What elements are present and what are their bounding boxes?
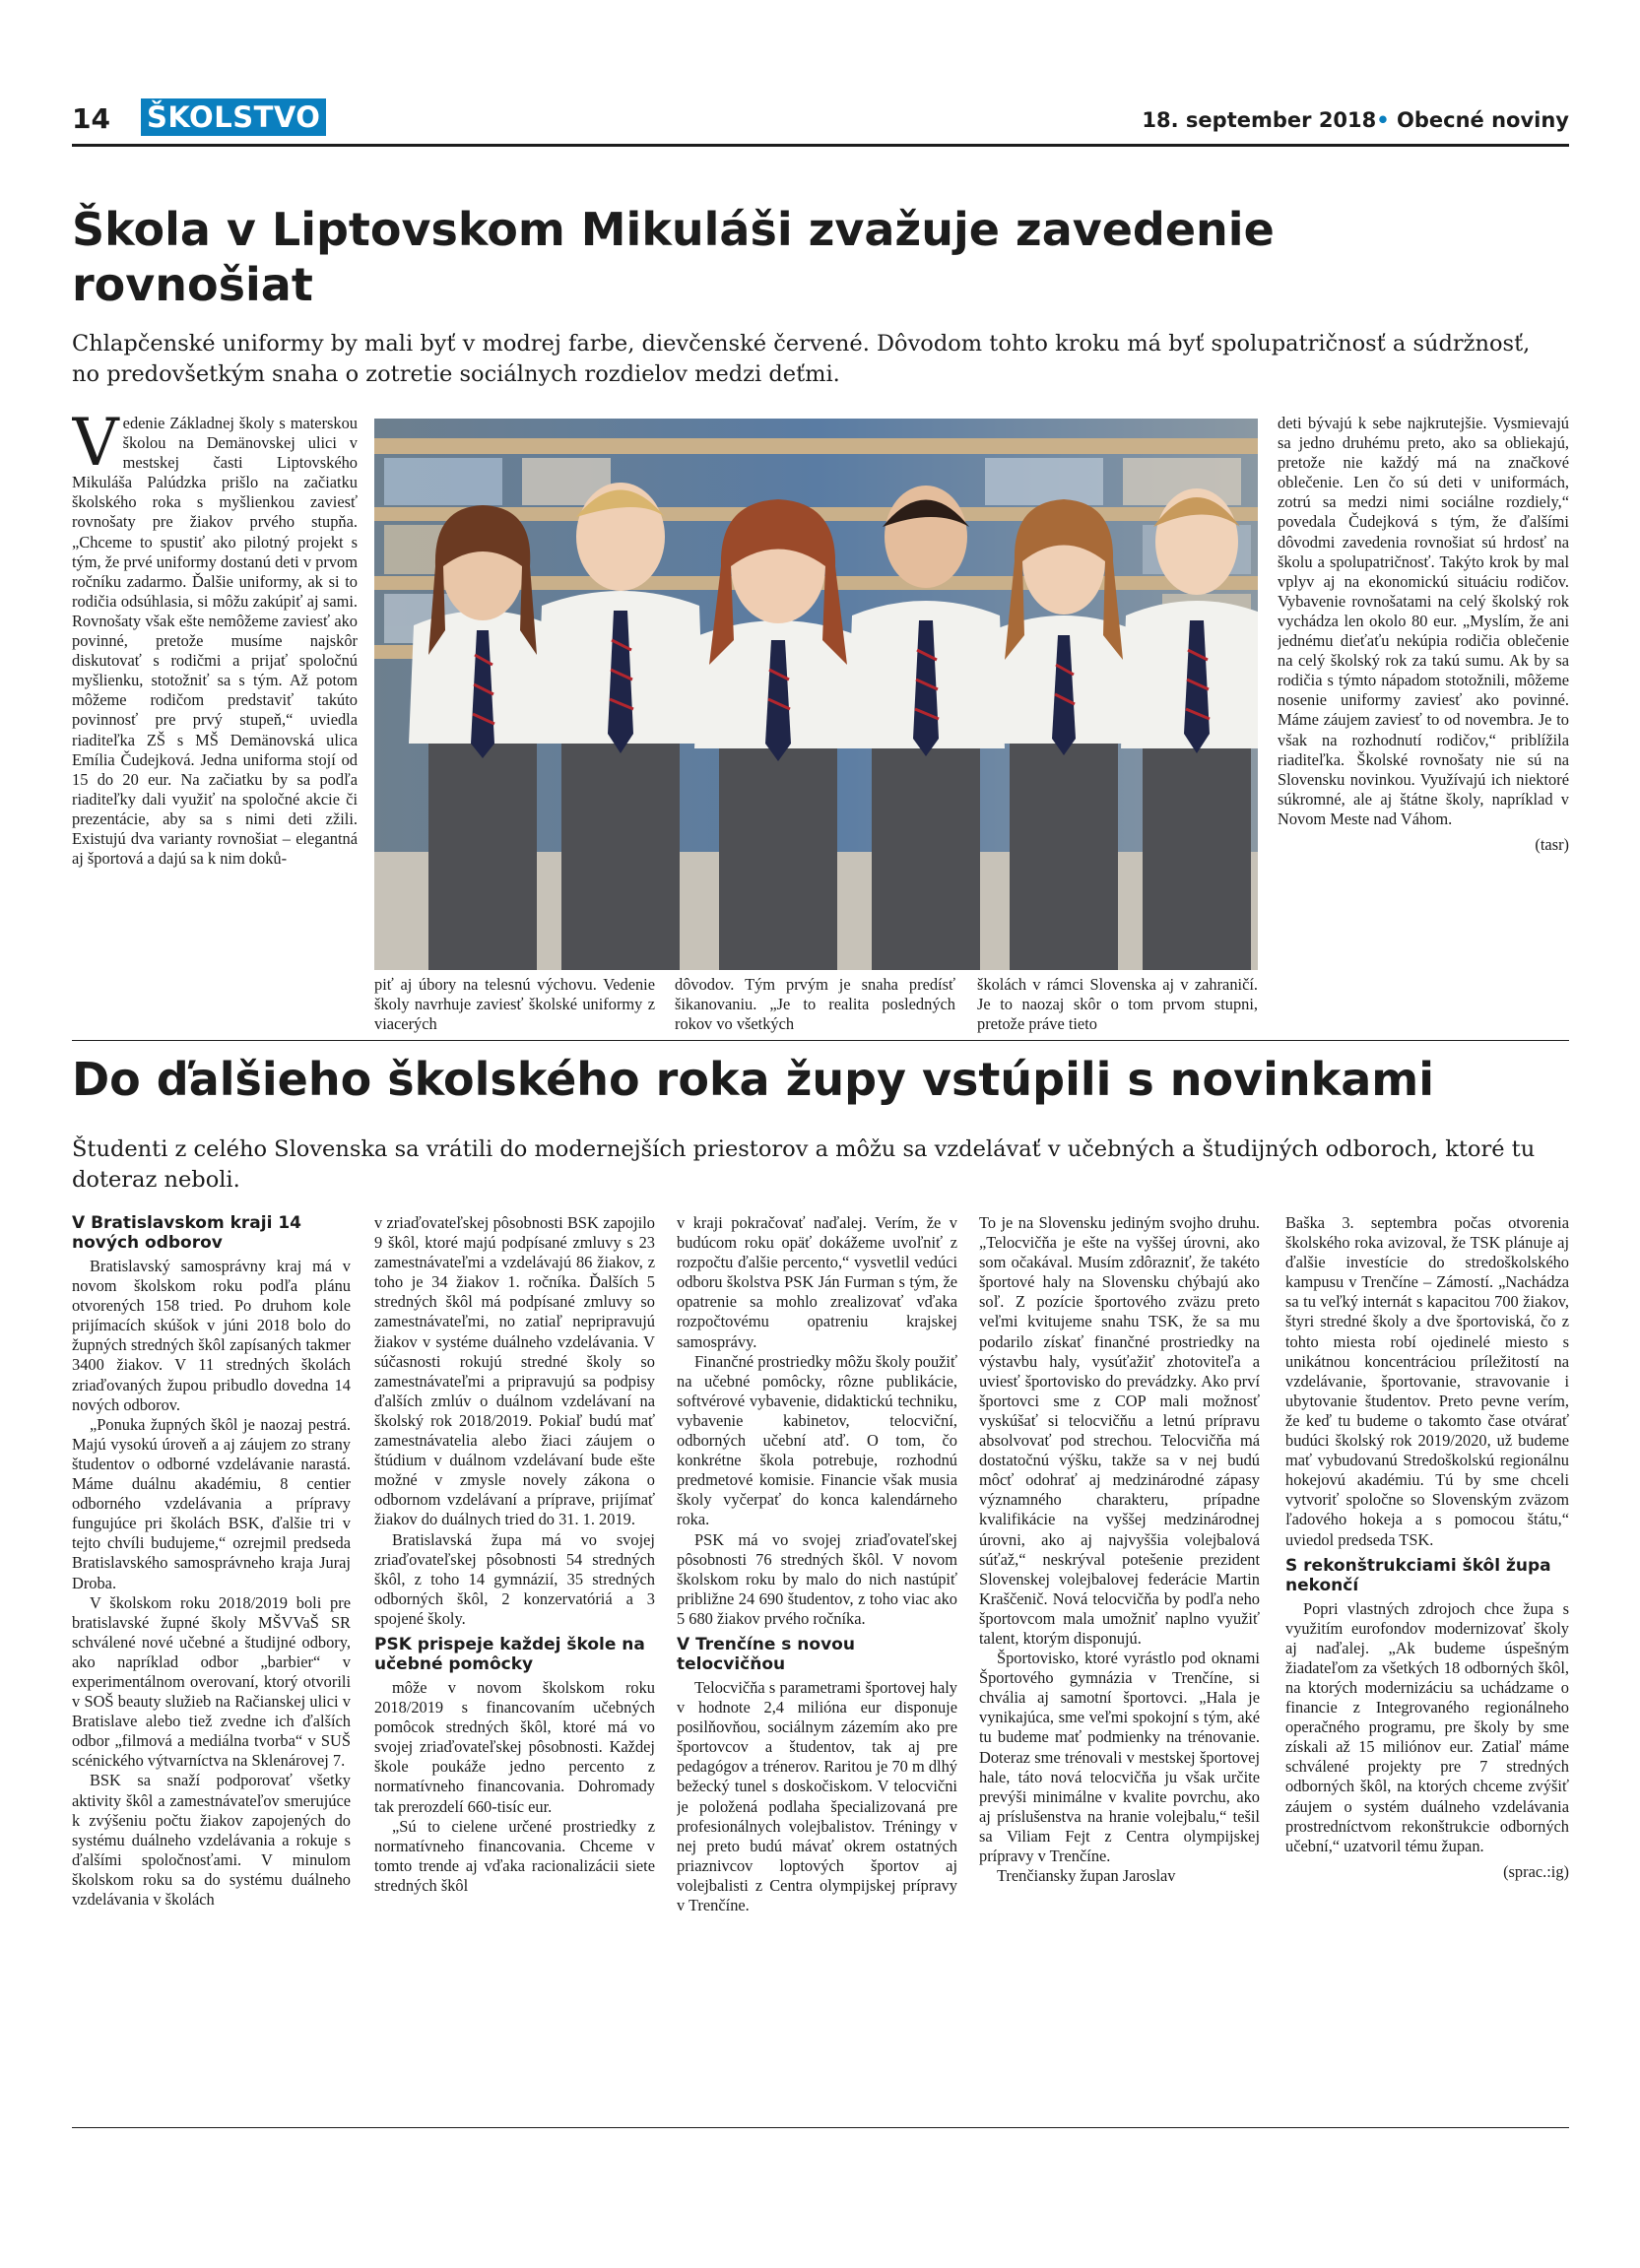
article2-c3p4: Telocvičňa s parametrami športovej haly v hodnote 2,4 milióna eur disponuje posilňovňou, sociálnym zázemím ako pre športovcov a študentov, tak aj pre pedagógov a trénerov. Raritou je 70 m dlhý bežecký tunel s doskočiskom. V telocvični je položená podlaha špecializovaná pre profesionálnych volejbalistov. Tréningy v nej preto budú mávať okrem ostatných priaznivcov loptových športov aj volejbalisti z Centra olympijskej prípravy v Trenčíne. (677, 1677, 957, 1914)
article2-c5p2: Popri vlastných zdrojoch chce župa s využitím eurofondov modernizovať školy aj naďalej. „Ak budeme úspešným žiadateľom za všetkých 18 odborných škôl, na ktorých modernizáciu sa uchádzame o financie z Integrovaného regionálneho operačného programu, pre školy by sme získali až 15 miliónov eur. Zatiaľ máme schválené projekty pre 7 stredných odborných škôl, na ktorých chceme zvýšiť záujem o systém duálneho vzdelávania prostredníctvom rekonštrukcie odborných učební,“ uzatvoril tému župan. (1285, 1598, 1569, 1855)
article2-c1p4: BSK sa snaží podporovať všetky aktivity škôl a zamestnávateľov smerujúce k zvýšeniu počtu žiakov zapojených do systému duálneho vzdelávania a rokuje s ďalšími spoločnosťami. V minulom školskom roku sa do systému duálneho vzdelávania v školách (72, 1771, 351, 1909)
article-divider (72, 1040, 1569, 1041)
section-tag: ŠKOLSTVO (141, 98, 326, 136)
article2-c2p2: Bratislavská župa má vo svojej zriaďovateľskej pôsobnosti 54 stredných škôl, z toho 14 gymnázií, 35 stredných odborných škôl, 2 konzervatóriá a 3 spojené školy. (374, 1529, 655, 1628)
article1-lead (72, 329, 1589, 390)
article2-c3p2: Finančné prostriedky môžu školy použiť na učebné pomôcky, rôzne publikácie, softvérové vybavenie, didaktickú techniku, vybavenie kabinetov, telocviční, odborných učební atď. O tom, čo konkrétne škola potrebuje, rozhodnú predmetové komisie. Financie však musia školy vyčerpať do konca kalendárneho roka. (677, 1351, 957, 1529)
article2-lead-line2: doteraz neboli. (72, 1167, 240, 1193)
school-uniforms-photo (374, 419, 1258, 970)
subheading-bratislava: V Bratislavskom kraji 14 nových odborov (72, 1213, 302, 1253)
article2-column4 (979, 1213, 1260, 2119)
article1-col4-text: školách v rámci Slovenska aj v zahraničí. Je to naozaj skôr o tom prvom stupni, pretože práve tieto (977, 975, 1258, 1034)
article2-column1 (72, 1213, 351, 2119)
article2-c4p2: Športovisko, ktoré vyrástlo pod oknami Športového gymnázia v Trenčíne, si chvália aj samotní športovci. „Hala je vynikajúca, sme veľmi spokojní s tým, aké tu budeme mať podmienky na trénovanie. Doteraz sme trénovali v mestskej športovej hale, táto nová telocvičňa ju však určite prevýši minimálne v kvalite povrchu, ako aj príslušenstva na hranie volejbalu,“ tešil sa Viliam Fejt z Centra olympijskej prípravy v Trenčíne. (979, 1649, 1260, 1865)
article2-lead-line1: Študenti z celého Slovenska sa vrátili do modernejších priestorov a môžu sa vzdelávať v učebných a študijných odboroch, ktoré tu (72, 1136, 1536, 1162)
article1-lead-line1: Chlapčenské uniformy by mali byť v modrej farbe, dievčenské červené. Dôvodom tohto kroku má byť spolupatričnosť a súdržnosť, (72, 331, 1531, 356)
article2-column5 (1285, 1213, 1569, 2119)
article1-column5 (1278, 414, 1569, 1034)
subheading-trencin: V Trenčíne s novou telocvičňou (677, 1634, 855, 1674)
article2-lead (72, 1134, 1589, 1196)
article2-c3p3: PSK má vo svojej zriaďovateľskej pôsobnosti 76 stredných škôl. V novom školskom roku by malo do nich nastúpiť približne 24 690 študentov, z toho viac ako 5 680 žiakov prvého ročníka. (677, 1529, 957, 1628)
article2-c2p3: môže v novom školskom roku 2018/2019 s financovaním učebných pomôcok stredných škôl, ktoré má vo svojej zriaďovateľskej pôsobnosti. Každej škole poukáže jedno percento z normatívneho financovania. Dohromady tak prerozdelí 660-tisíc eur. (374, 1677, 655, 1816)
article2-c2p4: „Sú to cielene určené prostriedky z normatívneho financovania. Chceme v tomto trende aj vďaka racionalizácii siete stredných škôl (374, 1816, 655, 1895)
separator-dot: • (1376, 108, 1390, 132)
article1-col5-text: deti bývajú k sebe najkrutejšie. Vysmievajú sa jedno druhému preto, ako sa obliekajú, pretože nie každý má na značkové oblečenie. Len čo sú deti v uniformách, zotrú sa medzi nimi sociálne rozdiely,“ povedala Čudejková s tým, že ďalšími dôvodmi zavedenia rovnošiat sú hrdosť na školu a spolupatričnosť. Takýto krok by mal vplyv aj na ekonomickú situáciu rodičov. Vybavenie rovnošatami na celý školský rok vychádza len okolo 80 eur. „Myslím, že ani jednému dieťaťu nekúpia rodičia oblečenie na celý školský rok za takú sumu. Ak by sa rodičia s týmto nápadom stotožnili, môžeme nosenie uniformy zaviesť ako povinné. Máme záujem zaviesť to od novembra. Je to však na rozhodnutí rodičov,“ priblížila riaditeľka. Školské rovnošaty nie sú na Slovensku novinkou. Využívajú ich niektoré súkromné, ale aj štátne školy, napríklad v Novom Meste nad Váhom. (1278, 414, 1569, 828)
article1-headline-line1: Škola v Liptovskom Mikuláši zvažuje zavedenie (72, 203, 1275, 256)
article2-c4p3: Trenčiansky župan Jaroslav (997, 1866, 1176, 1886)
article1-headline (72, 202, 1569, 312)
article2-headline: Do ďalšieho školského roka župy vstúpili s novinkami (72, 1053, 1434, 1106)
article2-c2p1: v zriaďovateľskej pôsobnosti BSK zapojilo 9 škôl, ktoré majú podpísané zmluvy s 23 zamestnávateľmi a vzdelávajú 86 žiakov, z toho je 34 žiakov 1. ročníka. Ďalších 5 stredných škôl má podpísané zmluvy so zamestnávateľmi, no zatiaľ nepripravujú žiakov v systéme duálneho vzdelávania. V súčasnosti rokujú stredné školy so zamestnávateľmi a pripravujú sa podpisy ďalších zmlúv o duálnom vzdelávaní na školský rok 2018/2019. Pokiaľ budú mať zamestnávatelia alebo žiaci záujem o štúdium v duálnom vzdelávaní bude ešte možné v zmysle novely zákona o odbornom vzdelávaní a príprave, prijímať žiakov do duálnych tried do 31. 1. 2019. (374, 1213, 655, 1529)
students-photo-illustration (374, 419, 1258, 970)
article2-column3 (677, 1213, 957, 2119)
article1-column3 (675, 975, 955, 1034)
article2-column2 (374, 1213, 655, 2119)
page-header (72, 98, 1569, 147)
dropcap: V (72, 414, 119, 481)
article1-column4 (977, 975, 1258, 1034)
article1-signature: (tasr) (1535, 834, 1569, 854)
subheading-psk: PSK prispeje každej škole na učebné pomôcky (374, 1634, 645, 1674)
article2-c4p1: To je na Slovensku jediným svojho druhu. „Telocvičňa je ešte na vyššej úrovni, ako som očakával. Musím zdôrazniť, že takéto športové haly na Slovensku chýbajú ako soľ. Z pozície športového zväzu preto veľmi kvitujeme snahu TSK, že sa mu podarilo získať finančné prostriedky na výstavbu haly, vysúťažiť zhotoviteľa a uviesť športovisko do prevádzky. Ako prví športovci sme z COP mali možnosť vyskúšať si telocvičňu a letnú prípravu absolvovať pod strechou. Telocvičňa má dostatočnú výšku, takže sa v nej budú môcť odohrať aj medzinárodné zápasy významného charakteru, prípadne kvalifikácie na vyššej medzinárodnej úrovni, ako aj najvyššia volejbalová súťaž,“ neskrýval potešenie prezident Slovenskej volejbalovej federácie Martin Kraščenič. Nová telocvičňa by podľa neho športovcom mala umožniť naplno využiť talent, ktorým disponujú. (979, 1213, 1260, 1648)
article1-column2 (374, 975, 655, 1034)
article1-column1 (72, 414, 358, 1019)
article2-c5p1: Baška 3. septembra počas otvorenia školského roka avizoval, že TSK plánuje aj ďalšie investície do stredoškolského kampusu v Trenčíne – Zámostí. „Nachádza sa tu veľký internát s kapacitou 700 žiakov, štyri stredné školy a dve športoviská, čo z tohto miesta robí ojedinelé miesto s unikátnou koncentráciou príležitostí na vzdelávanie, športovanie, stravovanie i ubytovanie študentov. Preto pevne verím, že keď tu budeme o takomto čase otvárať budúci školský rok 2019/2020, už budeme mať vybudovanú Stredoškolskú regionálnu hokejovú akadémiu. Tú by sme chceli vytvoriť spoločne so Slovenským zväzom ľadového hokeja a s pomocou štátu,“ uviedol predseda TSK. (1285, 1213, 1569, 1549)
subheading-reconstruction: S rekonštrukciami škôl župa nekončí (1285, 1555, 1551, 1595)
article1-col1-text: edenie Základnej školy s materskou školou na Demänovskej ulici v mestskej časti Liptovského Mikuláša Palúdzka prišlo na začiatku školského roka s myšlienkou zaviesť rovnošaty pre žiakov prvého stupňa. „Chceme to spustiť ako pilotný projekt s tým, že prvé uniformy dostanú deti v prvom ročníku zadarmo. Ďalšie uniformy, ak si to rodičia odsúhlasia, si môžu zakúpiť aj sami. Rovnošaty však ešte nemôžeme zaviesť ako povinné, pretože musíme najskôr diskutovať s rodičmi a prijať spoločnú myšlienku, stotožniť sa s tým. Až potom môžeme rodičom predstaviť takúto povinnosť pre prvý stupeň,“ uviedla riaditeľka ZŠ s MŠ Demänovská ulica Emília Čudejková. Jedna uniforma stojí od 15 do 20 eur. Na začiatku by sa podľa riaditeľky dali využiť na spoločné akcie či prezentácie, aby sa s nimi deti zžili. Existujú dva varianty rovnošiat – elegantná aj športová a dajú sa k nim doků- (72, 414, 358, 869)
article2-c1p2: „Ponuka župných škôl je naozaj pestrá. Majú vysokú úroveň a aj záujem zo strany študentov o odborné vzdelávanie narastá. Máme duálnu akadémiu, 8 centier odborného vzdelávania a prípravy fungujúce pri školách BSK, ďalšie tri v tejto chvíli budujeme,“ ozrejmil predseda Bratislavského samosprávneho kraja Juraj Droba. (72, 1414, 351, 1592)
page-number: 14 (72, 102, 110, 135)
article2-c1p3: V školskom roku 2018/2019 boli pre bratislavské župné školy MŠVVaŠ SR schválené nové učebné a študijné odbory, ako napríklad odbor „barbier“ v experimentálnom overovaní, ktorý otvorili v SOŠ beauty služieb na Račianskej ulici v Bratislave alebo tiež zvedne ich ďalších odbor „filmová a mediálna tvorba“ v SUŠ scénického výtvarníctva na Sklenárovej 7. (72, 1592, 351, 1771)
issue-date: 18. september 2018 (1142, 108, 1377, 132)
article1-col3-text: dôvodov. Tým prvým je snaha predísť šikanovaniu. „Je to realita posledných rokov vo všetkých (675, 975, 955, 1034)
article2-c1p1: Bratislavský samosprávny kraj má v novom školskom roku podľa plánu otvorených 158 tried. Po druhom kole prijímacích skúšok v júni 2018 bolo do župných stredných škôl zapísaných takmer 3400 žiakov. V 11 stredných školách zriaďovaných župou pribudlo dovedna 14 nových odborov. (72, 1257, 351, 1414)
article1-lead-line2: no predovšetkým snaha o zotretie sociálnych rozdielov medzi deťmi. (72, 361, 840, 387)
article1-col2-text: piť aj úbory na telesnú výchovu. Vedenie školy navrhuje zaviesť školské uniformy z viacerých (374, 975, 655, 1034)
bottom-rule (72, 2127, 1569, 2128)
article1-headline-line2: rovnošiat (72, 258, 313, 311)
publication-name: Obecné noviny (1397, 108, 1569, 132)
article2-signature: (sprac.:ig) (1503, 1861, 1569, 1881)
issue-info (1142, 108, 1569, 132)
article2-c3p1: v kraji pokračovať naďalej. Verím, že v budúcom roku opäť dokážeme uvoľniť z rozpočtu ďalšie percento,“ vysvetlil vedúci odboru školstva PSK Ján Furman s tým, že opatrenie sa mohlo zrealizovať vďaka rozpočtovému opatreniu krajskej samosprávy. (677, 1213, 957, 1351)
